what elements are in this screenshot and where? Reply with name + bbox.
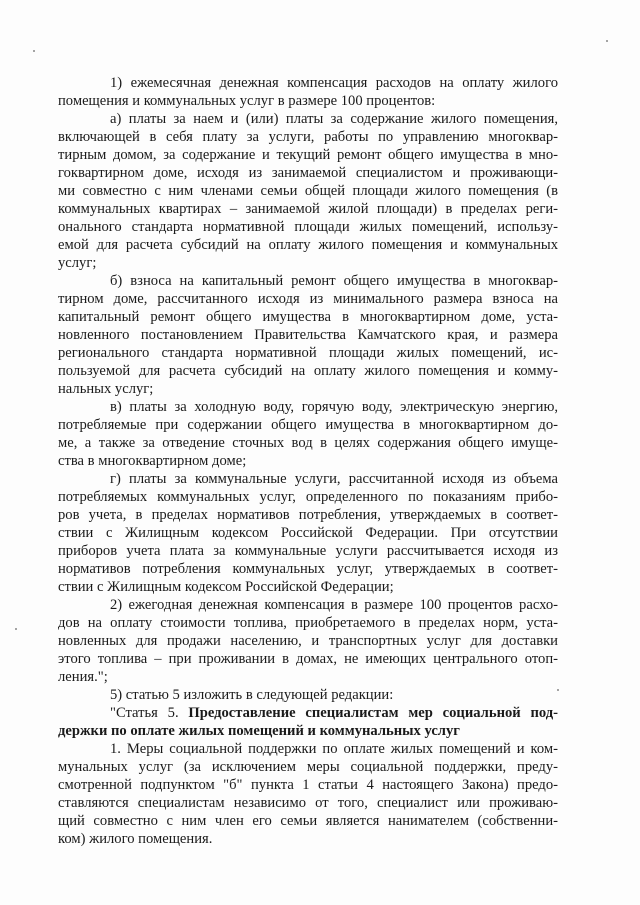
paragraph-line: 2) ежегодная денежная компенсация в размере 100 процентов расхо- xyxy=(110,597,558,613)
paragraph-line: ления."; xyxy=(58,669,108,685)
paragraph-line: щий совместно с ним член его семьи является нанимателем (собственни- xyxy=(58,813,558,829)
paragraph-line: помещения и коммунальных услуг в размере 100 процентов: xyxy=(58,93,436,109)
paragraph-line: услуг; xyxy=(58,255,97,271)
paragraph-line: гоквартирном доме, исходя из занимаемой специалистом и проживающи- xyxy=(58,165,558,181)
paragraph-line: регионального стандарта нормативной площади жилых помещений, ис- xyxy=(58,345,558,361)
paragraph-line: капитальный ремонт общего имущества в многоквартирном доме, уста- xyxy=(58,309,558,325)
paragraph-line: нормативов потребления коммунальных услуг, утверждаемых в соответ- xyxy=(58,561,558,577)
paragraph-line: включающей в себя плату за услуги, работы по управлению многоквар- xyxy=(58,129,558,145)
paragraph-line: тирном доме, рассчитанного исходя из минимального размера взноса на xyxy=(58,291,558,307)
paragraph-line: коммунальных квартирах – занимаемой жилой площади) в пределах реги- xyxy=(58,201,558,217)
paragraph-line: смотренной подпунктом "б" пункта 1 статьи 4 настоящего Закона) предо- xyxy=(58,777,558,793)
article-title-line: держки по оплате жилых помещений и коммунальных услуг xyxy=(58,723,460,739)
paragraph-line: 1. Меры социальной поддержки по оплате жилых помещений и ком- xyxy=(110,741,558,757)
article-heading-line xyxy=(58,704,558,722)
document-body xyxy=(58,74,558,848)
paragraph-line: ства в многоквартирном доме; xyxy=(58,453,247,469)
paragraph-line: пользуемой для расчета субсидий на оплату жилого помещения и комму- xyxy=(58,363,558,379)
paragraph-line: емой для расчета субсидий на оплату жилого помещения и коммунальных xyxy=(58,237,558,253)
paragraph-line: а) платы за наем и (или) платы за содержание жилого помещения, xyxy=(110,111,558,127)
paragraph-line: ком) жилого помещения. xyxy=(58,831,213,847)
paragraph-line: ми совместно с ним членами семьи общей площади жилого помещения (в xyxy=(58,183,558,199)
paragraph-line: новленных для продажи населению, и транспортных услуг для доставки xyxy=(58,633,558,649)
scan-speck xyxy=(606,40,608,42)
paragraph-line: новленного постановлением Правительства Камчатского края, и размера xyxy=(58,327,558,343)
article-number: "Статья 5. xyxy=(110,705,179,721)
paragraph-line: в) платы за холодную воду, горячую воду, электрическую энергию, xyxy=(110,399,558,415)
paragraph-line: нальных услуг; xyxy=(58,381,154,397)
scan-speck xyxy=(15,628,17,630)
paragraph-line: ствии с Жилищным кодексом Российской Федерации; xyxy=(58,579,394,595)
paragraph-line: 5) статью 5 изложить в следующей редакции: xyxy=(110,687,394,703)
paragraph-line: тирным домом, за содержание и текущий ремонт общего имущества в мно- xyxy=(58,147,558,163)
paragraph-line: этого топлива – при проживании в домах, не имеющих центрального отоп- xyxy=(58,651,558,667)
paragraph-line: ствии с Жилищным кодексом Российской Федерации. При отсутствии xyxy=(58,525,558,541)
paragraph-line: б) взноса на капитальный ремонт общего имущества в многоквар- xyxy=(110,273,558,289)
paragraph-line: ставляются специалистам независимо от того, специалист или проживаю- xyxy=(58,795,558,811)
paragraph-line: 1) ежемесячная денежная компенсация расходов на оплату жилого xyxy=(110,75,558,91)
paragraph-line: мунальных услуг (за исключением меры социальной поддержки, преду- xyxy=(58,759,558,775)
paragraph-line: ров учета, в пределах нормативов потребления, утверждаемых в соответ- xyxy=(58,507,558,523)
paragraph-line: онального стандарта нормативной площади жилых помещений, использу- xyxy=(58,219,558,235)
paragraph-line: дов на оплату стоимости топлива, приобретаемого в пределах норм, уста- xyxy=(58,615,558,631)
paragraph-line: ме, а также за отведение сточных вод в целях содержания общего имуще- xyxy=(58,435,558,451)
paragraph-line: потребляемые при содержании общего имущества в многоквартирном до- xyxy=(58,417,558,433)
paragraph-line: г) платы за коммунальные услуги, рассчитанной исходя из объема xyxy=(110,471,558,487)
paragraph-line: потребляемых коммунальных услуг, определенного по показаниям прибо- xyxy=(58,489,558,505)
article-title: Предоставление специалистам мер социальной под- xyxy=(188,705,558,721)
paragraph-line: приборов учета плата за коммунальные услуги рассчитывается исходя из xyxy=(58,543,558,559)
scan-speck xyxy=(33,50,35,52)
